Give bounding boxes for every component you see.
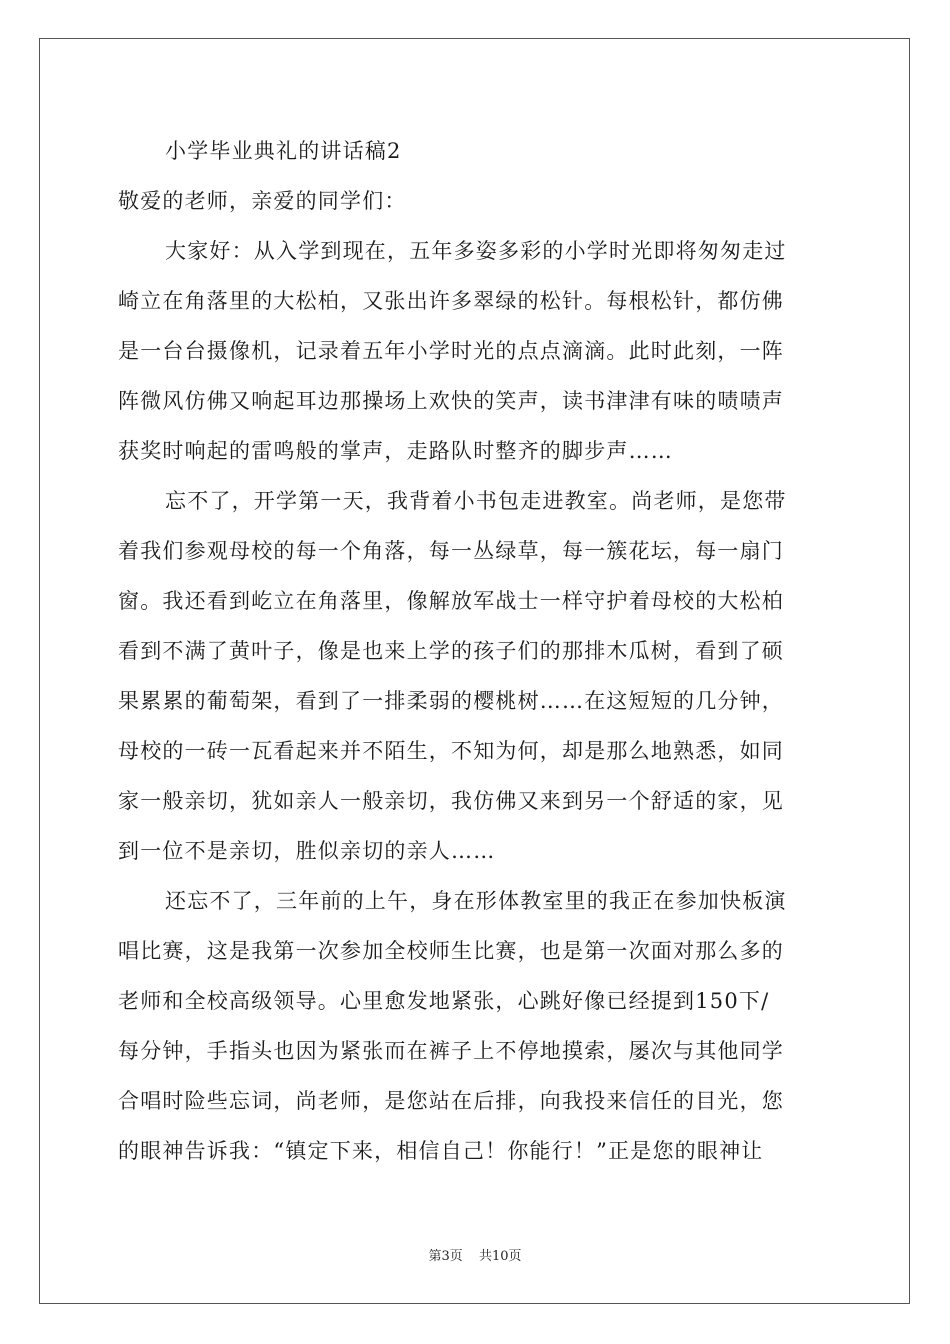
text-line: 窗。我还看到屹立在角落里，像解放军战士一样守护着母校的大松柏 (118, 589, 784, 613)
text-line: 每分钟，手指头也因为紧张而在裤子上不停地摸索，屡次与其他同学 (118, 1039, 784, 1063)
document-title: 小学毕业典礼的讲话稿2 (165, 139, 402, 163)
text-line: 老师和全校高级领导。心里愈发地紧张，心跳好像已经提到150下/ (118, 989, 770, 1013)
text-line: 获奖时响起的雷鸣般的掌声，走路队时整齐的脚步声…… (118, 439, 673, 463)
text-line: 是一台台摄像机，记录着五年小学时光的点点滴滴。此时此刻，一阵 (118, 339, 784, 363)
text-line: 到一位不是亲切，胜似亲切的亲人…… (118, 839, 496, 863)
text-line: 阵微风仿佛又响起耳边那操场上欢快的笑声，读书津津有味的啧啧声 (118, 389, 784, 413)
text-line: 崎立在角落里的大松柏，又张出许多翠绿的松针。每根松针，都仿佛 (118, 289, 784, 313)
text-line: 忘不了，开学第一天，我背着小书包走进教室。尚老师，是您带 (165, 489, 787, 513)
text-line: 果累累的葡萄架，看到了一排柔弱的樱桃树……在这短短的几分钟， (118, 689, 784, 713)
text-line: 的眼神告诉我：“镇定下来，相信自己！你能行！”正是您的眼神让 (118, 1139, 764, 1163)
text-line: 合唱时险些忘词，尚老师，是您站在后排，向我投来信任的目光，您 (118, 1089, 784, 1113)
text-line: 母校的一砖一瓦看起来并不陌生，不知为何，却是那么地熟悉，如同 (118, 739, 784, 763)
page-number: 第3页 (428, 1249, 463, 1264)
page-footer (0, 1245, 950, 1264)
text-line: 唱比赛，这是我第一次参加全校师生比赛，也是第一次面对那么多的 (118, 939, 784, 963)
greeting: 敬爱的老师，亲爱的同学们： (118, 189, 407, 213)
text-line: 看到不满了黄叶子，像是也来上学的孩子们的那排木瓜树，看到了硕 (118, 639, 784, 663)
text-line: 家一般亲切，犹如亲人一般亲切，我仿佛又来到另一个舒适的家，见 (118, 789, 784, 813)
text-line: 还忘不了，三年前的上午，身在形体教室里的我正在参加快板演 (165, 889, 787, 913)
text-line: 着我们参观母校的每一个角落，每一丛绿草，每一簇花坛，每一扇门 (118, 539, 784, 563)
text-line: 大家好：从入学到现在，五年多姿多彩的小学时光即将匆匆走过 (165, 239, 787, 263)
page-total: 共10页 (478, 1249, 522, 1264)
